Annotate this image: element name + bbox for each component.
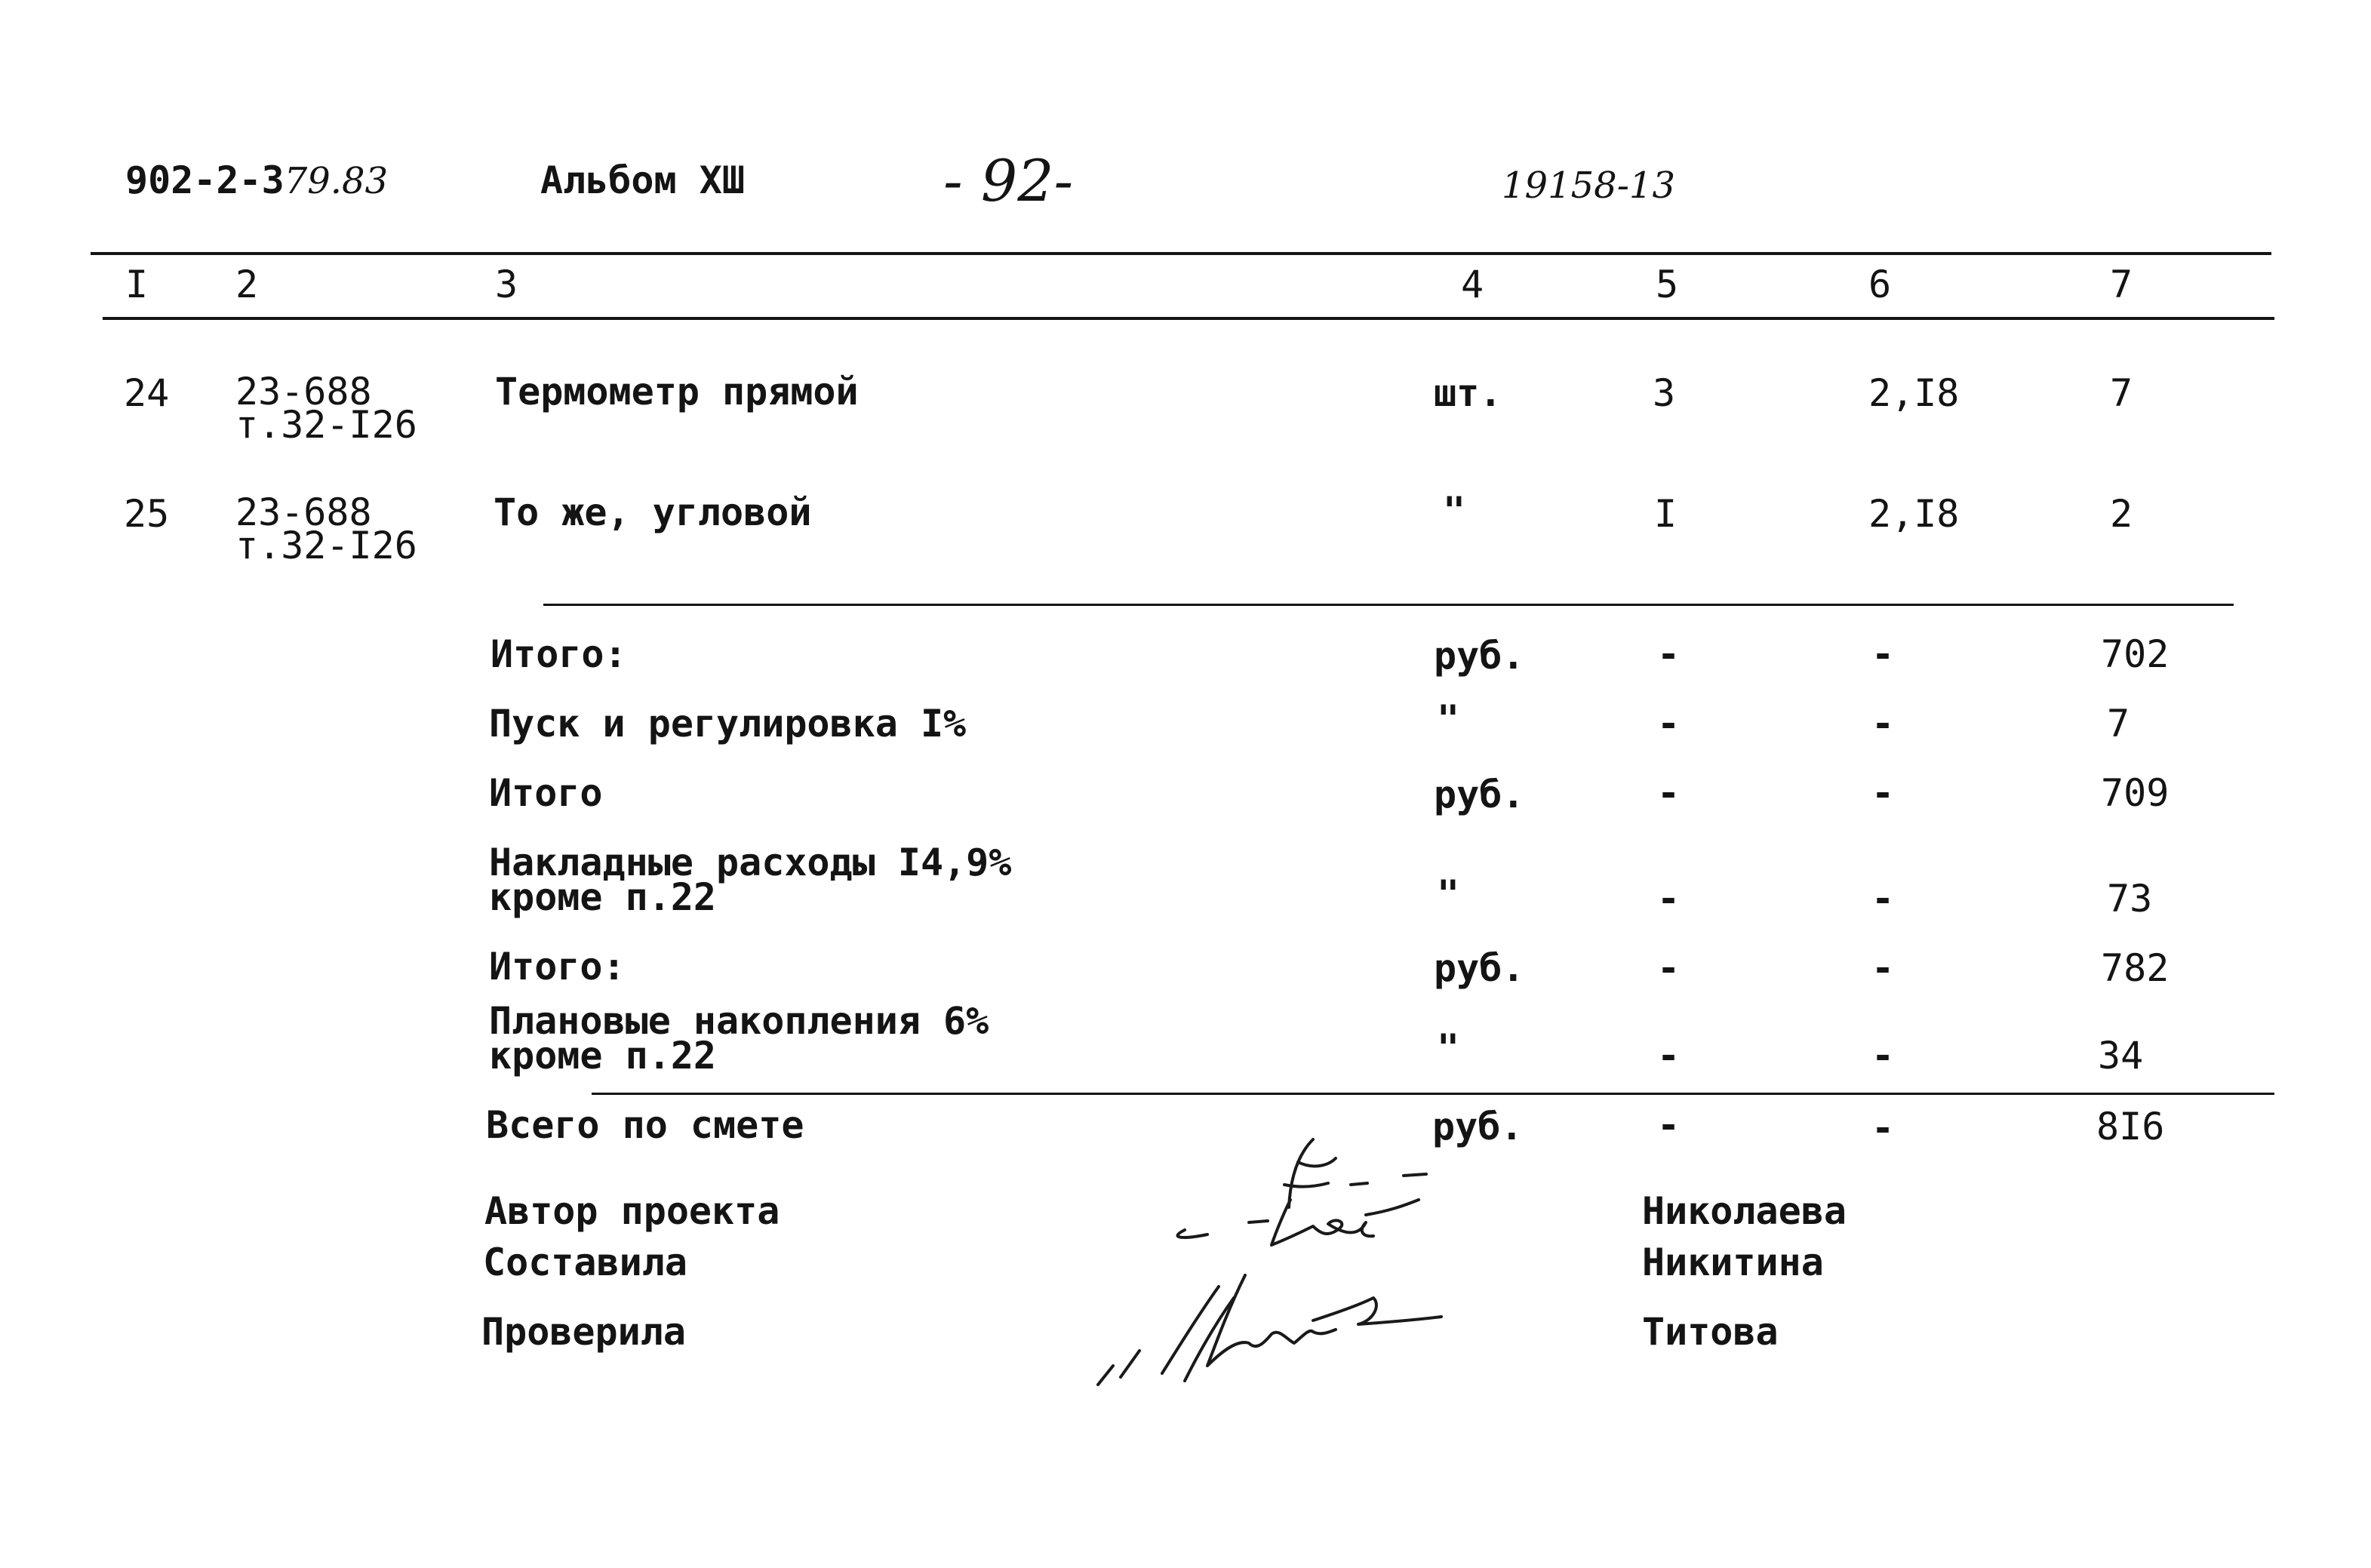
summary-unit: " [1437,1026,1460,1070]
column-header-2: 2 [235,263,259,306]
page-number: - 92- [943,147,1074,214]
signature-name: Никитина [1642,1241,1824,1284]
summary-unit: " [1437,697,1460,741]
summary-total: 34 [2098,1034,2144,1078]
grand-total-col6: - [1871,1106,1895,1150]
summary-unit: руб. [1434,773,1525,816]
row-number: 24 [124,371,170,415]
signature-name: Николаева [1642,1189,1847,1233]
summary-col5: - [1657,632,1681,676]
summary-col6: - [1871,877,1895,921]
summary-label-line2: кроме п.22 [489,875,717,919]
summary-col6: - [1871,946,1895,990]
row-quantity: 3 [1653,371,1676,415]
column-header-7: 7 [2110,263,2133,306]
grand-total-label: Всего по смете [486,1103,804,1147]
signature-name: Титова [1642,1310,1779,1354]
row-total: 2 [2110,492,2133,536]
row-price: 2,I8 [1868,492,1960,536]
signature-role: Автор проекта [484,1189,780,1233]
column-header-4: 4 [1461,263,1484,306]
row-unit: " [1443,489,1466,533]
grand-total-value: 8I6 [2096,1105,2165,1148]
summary-unit: руб. [1434,946,1525,990]
row-price: 2,I8 [1868,371,1960,415]
summary-label-line2: кроме п.22 [489,1034,717,1078]
summary-col6: - [1871,771,1895,815]
header-bottom-rule [103,317,2274,320]
summary-col5: - [1657,946,1681,990]
summary-unit: " [1437,872,1460,916]
row-name: То же, угловой [494,490,812,534]
row-unit: шт. [1434,371,1502,415]
summary-label: Итого: [490,632,627,676]
summary-total: 782 [2101,946,2170,990]
document-code [125,158,389,202]
summary-total: 7 [2107,702,2130,746]
row-quantity: I [1654,492,1678,536]
summary-label: Итого: [489,945,626,988]
row-number: 25 [124,492,170,536]
column-header-1: I [125,263,149,306]
summary-col6: - [1871,1034,1895,1078]
summary-total: 709 [2101,771,2170,815]
signature-role: Составила [483,1241,687,1284]
row-code: 23-688 [235,490,372,534]
summary-label: Итого [489,771,603,815]
summary-label: Накладные расходы I4,9% [489,841,1012,884]
summary-label: Пуск и регулировка I% [489,702,967,746]
summary-col5: - [1657,1034,1681,1078]
album-label: Альбом XШ [540,158,745,202]
summary-unit: руб. [1434,634,1525,678]
summary-total: 73 [2107,877,2153,921]
row-reference: т.32-I26 [235,403,417,447]
row-code: 23-688 [235,370,372,414]
row-reference: т.32-I26 [235,524,417,567]
summary-col5: - [1657,877,1681,921]
column-header-6: 6 [1868,263,1892,306]
column-header-5: 5 [1656,263,1679,306]
row-total: 7 [2110,371,2133,415]
registration-number: 19158-13 [1502,164,1675,207]
summary-top-rule [543,604,2234,606]
summary-label: Плановые накопления 6% [489,999,989,1043]
table-top-rule [91,252,2271,255]
handwritten-signatures [1087,1124,1479,1396]
column-header-3: 3 [495,263,518,306]
summary-total: 702 [2101,632,2170,676]
summary-col5: - [1657,771,1681,815]
row-name: Термометр прямой [495,370,859,414]
grand-total-unit: руб. [1432,1105,1524,1148]
summary-col5: - [1657,702,1681,746]
document-code-handwritten: 79.83 [284,160,389,202]
signature-role: Проверила [481,1310,686,1354]
document-code-printed: 902-2-3 [125,158,284,202]
summary-col6: - [1871,632,1895,676]
summary-col6: - [1871,702,1895,746]
total-rule [592,1093,2274,1095]
grand-total-col5: - [1657,1103,1681,1147]
